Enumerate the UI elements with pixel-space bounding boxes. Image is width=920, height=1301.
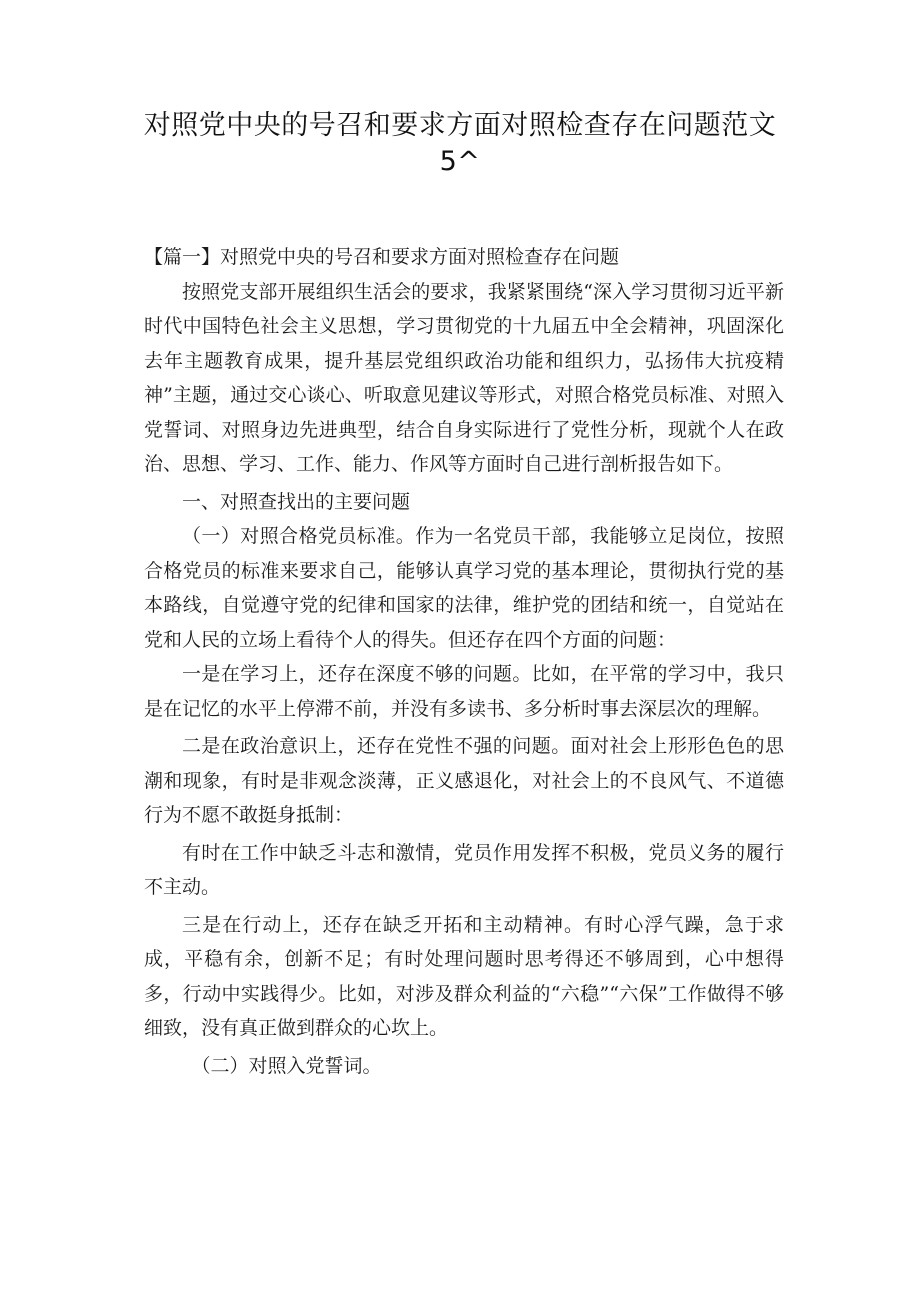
document-body: [144, 240, 784, 1083]
title-line-1: 对照党中央的号召和要求方面对照检查存在问题范文: [143, 110, 777, 141]
paragraph-work-enthusiasm: 有时在工作中缺乏斗志和激情，党员作用发挥不积极，党员义务的履行不主动。: [144, 841, 784, 898]
section-heading-part-one: 【篇一】对照党中央的号召和要求方面对照检查存在问题: [144, 246, 620, 268]
title-line-2: 5^: [439, 146, 481, 177]
paragraph-action-problem: 三是在行动上，还存在缺乏开拓和主动精神。有时心浮气躁，急于求成，平稳有余，创新不足；有时处理问题时思考得还不够周到，心中想得多，行动中实践得少。比如，对涉及群众利益的“六稳”“六保”工作做得不够细致，没有真正做到群众的心坎上。: [144, 913, 784, 1039]
document-title: [140, 108, 780, 180]
paragraph-qualified-member-standard: （一）对照合格党员标准。作为一名党员干部，我能够立足岗位，按照合格党员的标准来要求自己，能够认真学习党的基本理论，贯彻执行党的基本路线，自觉遵守党的纪律和国家的法律，维护党的团结和统一，自觉站在党和人民的立场上看待个人的得失。但还存在四个方面的问题：: [144, 525, 784, 651]
subsection-heading-main-problems: 一、对照查找出的主要问题: [182, 490, 411, 513]
paragraph-political-awareness: 二是在政治意识上，还存在党性不强的问题。面对社会上形形色色的思潮和现象，有时是非观念淡薄，正义感退化，对社会上的不良风气、不道德行为不愿不敢挺身抵制：: [144, 735, 784, 826]
paragraph-study-problem: 一是在学习上，还存在深度不够的问题。比如，在平常的学习中，我只是在记忆的水平上停滞不前，并没有多读书、多分析时事去深层次的理解。: [144, 663, 784, 720]
subsection-heading-oath: （二）对照入党誓词。: [191, 1054, 382, 1077]
paragraph-intro: 按照党支部开展组织生活会的要求，我紧紧围绕“深入学习贯彻习近平新时代中国特色社会主义思想，学习贯彻党的十九届五中全会精神，巩固深化去年主题教育成果，提升基层党组织政治功能和组织力，弘扬伟大抗疫精神”主题，通过交心谈心、听取意见建议等形式，对照合格党员标准、对照入党誓词、对照身边先进典型，结合自身实际进行了党性分析，现就个人在政治、思想、学习、工作、能力、作风等方面时自己进行剖析报告如下。: [144, 280, 784, 475]
